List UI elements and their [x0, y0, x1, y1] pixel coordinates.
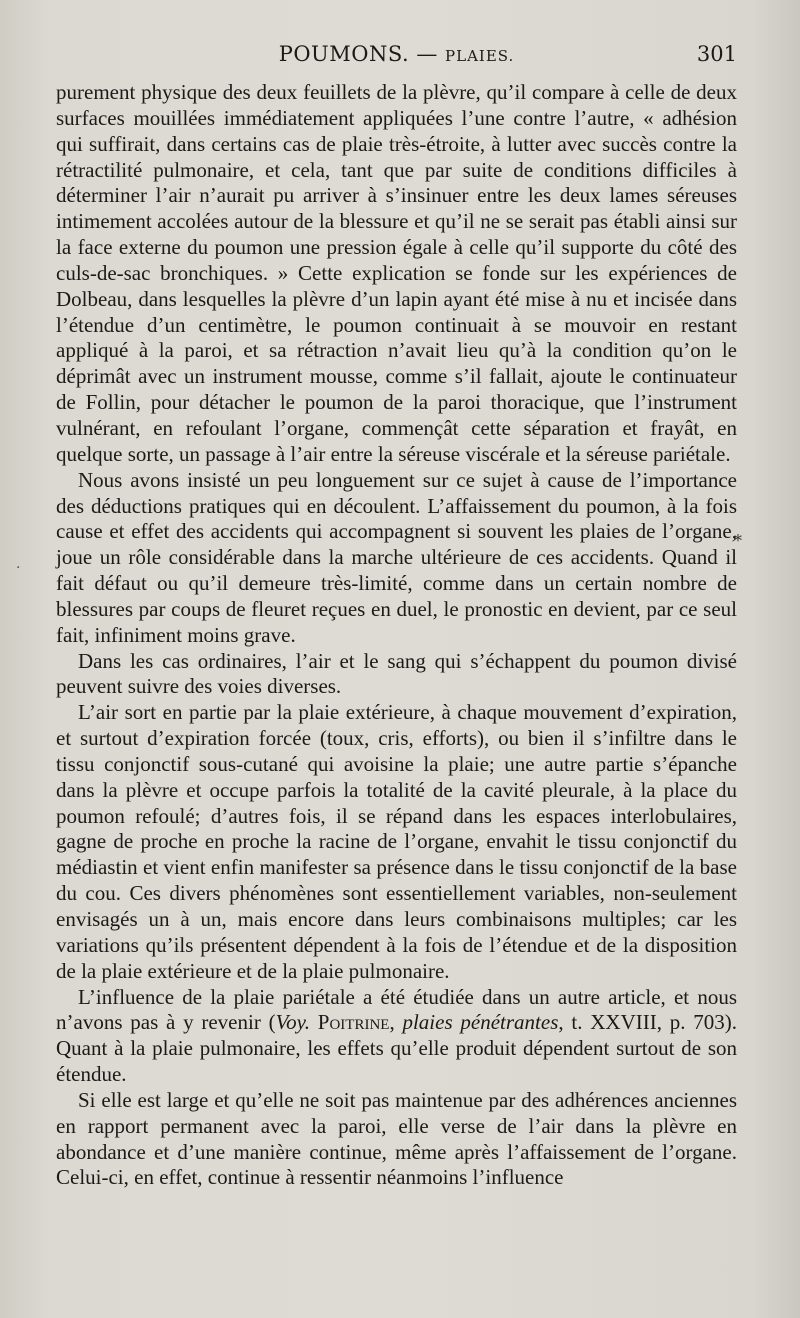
page-header — [56, 42, 737, 78]
running-title-sub: PLAIES. — [445, 47, 515, 65]
running-title-main: POUMONS. — — [278, 42, 438, 66]
page-number: 301 — [696, 42, 737, 66]
paragraph-4: L’air sort en partie par la plaie extérieure, à chaque mouvement d’expiration, et surtout d’expiration forcée (toux, cris, efforts), ou bien il s’infiltre dans le tissu conjonctif sous-cutané qui avoisine la plaie; une autre partie s’épanche dans la plèvre et occupe parfois la totalité de la cavité pleurale, à la place du poumon refoulé; d’autres fois, il se répand dans les espaces interlobulaires, gagne de proche en proche la racine de l’organe, envahit le tissu conjonctif du médiastin et vient enfin manifester sa présence dans le tissu conjonctif de la base du cou. Ces divers phénomènes sont essentiellement variables, non-seulement envisagés un à un, mais encore dans leurs combinaisons multiples; car les variations qu’ils présentent dépendent à la fois de l’étendue et de la disposition de la plaie extérieure et de la plaie pulmonaire. — [56, 700, 737, 983]
margin-dot-mark: · — [16, 560, 21, 576]
reference-plaies: plaies pénétrantes — [402, 1010, 559, 1035]
paragraph-2: Nous avons insisté un peu longuement sur ce sujet à cause de l’importance des déductions pratiques qui en découlent. L’affaissement du poumon, à la fois cause et effet des accidents qui accompagnent si souvent les plaies de l’organe, joue un rôle considérable dans la marche ultérieure de ces accidents. Quand il fait défaut ou qu’il demeure très-limité, comme dans un certain nombre de blessures par coups de fleuret reçues en duel, le pronostic en devient, par ce seul fait, infiniment moins grave. — [56, 467, 737, 647]
margin-star-mark: * — [734, 531, 742, 550]
body-text — [56, 80, 737, 1191]
paragraph-1: purement physique des deux feuillets de la plèvre, qu’il compare à celle de deux surfaces mouillées immédiatement appliquées l’une contre l’autre, « adhésion qui suffirait, dans certains cas de plaie très-étroite, à lutter avec succès contre la rétractilité pulmonaire, et cela, tant que par suite de conditions difficiles à déterminer l’air n’aurait pu arriver à s’insinuer entre les deux lames séreuses intimement accolées autour de la blessure et qu’il ne se serait pas établi ainsi sur la face externe du poumon une pression égale à celle qu’il supporte du côté des culs-de-sac bronchiques. » Cette explication se fonde sur les expériences de Dolbeau, dans lesquelles la plèvre d’un lapin ayant été mise à nu et incisée dans l’étendue d’un centimètre, le poumon continuait à se mouvoir en restant appliqué à la paroi, et sa rétraction n’avait lieu qu’à la condition qu’on le déprimât avec un instrument mousse, comme s’il fallait, ajoute le continuateur de Follin, pour détacher le poumon de la paroi thoracique, que l’instrument vulnérant, en refoulant l’organe, commençât cette séparation et frayât, en quelque sorte, un passage à l’air entre la séreuse viscérale et la séreuse pariétale. — [56, 80, 737, 466]
paragraph-6: Si elle est large et qu’elle ne soit pas maintenue par des adhérences anciennes en rapport permanent avec la paroi, elle verse de l’air dans la plèvre en abondance et d’une manière continue, même après l’affaissement de l’organe. Celui-ci, en effet, continue à ressentir néanmoins l’influence — [56, 1087, 737, 1190]
paragraph-5: L’influence de la plaie pariétale a été étudiée dans un autre article, et nous n’avons pas à y revenir (Voy. Poitrine, plaies pénétrantes, t. XXVIII, p. 703). Quant à la plaie pulmonaire, les effets qu’elle produit dépendent surtout de son étendue. — [56, 984, 737, 1087]
paragraph-5-before: L’influence de la plaie pariétale a été étudiée dans un autre article, et nous n’avons pas à y revenir ( — [56, 984, 737, 1035]
running-title — [56, 42, 737, 66]
voy-abbreviation: Voy. — [275, 1010, 311, 1035]
paragraph-3: Dans les cas ordinaires, l’air et le sang qui s’échappent du poumon divisé peuvent suivre des voies diverses. — [56, 648, 737, 699]
reference-poitrine: Poitrine — [317, 1010, 390, 1035]
paragraph-5-after: , t. XXVIII, p. 703). Quant à la plaie pulmonaire, les effets qu’elle produit dépendent surtout de son étendue. — [56, 1010, 737, 1087]
